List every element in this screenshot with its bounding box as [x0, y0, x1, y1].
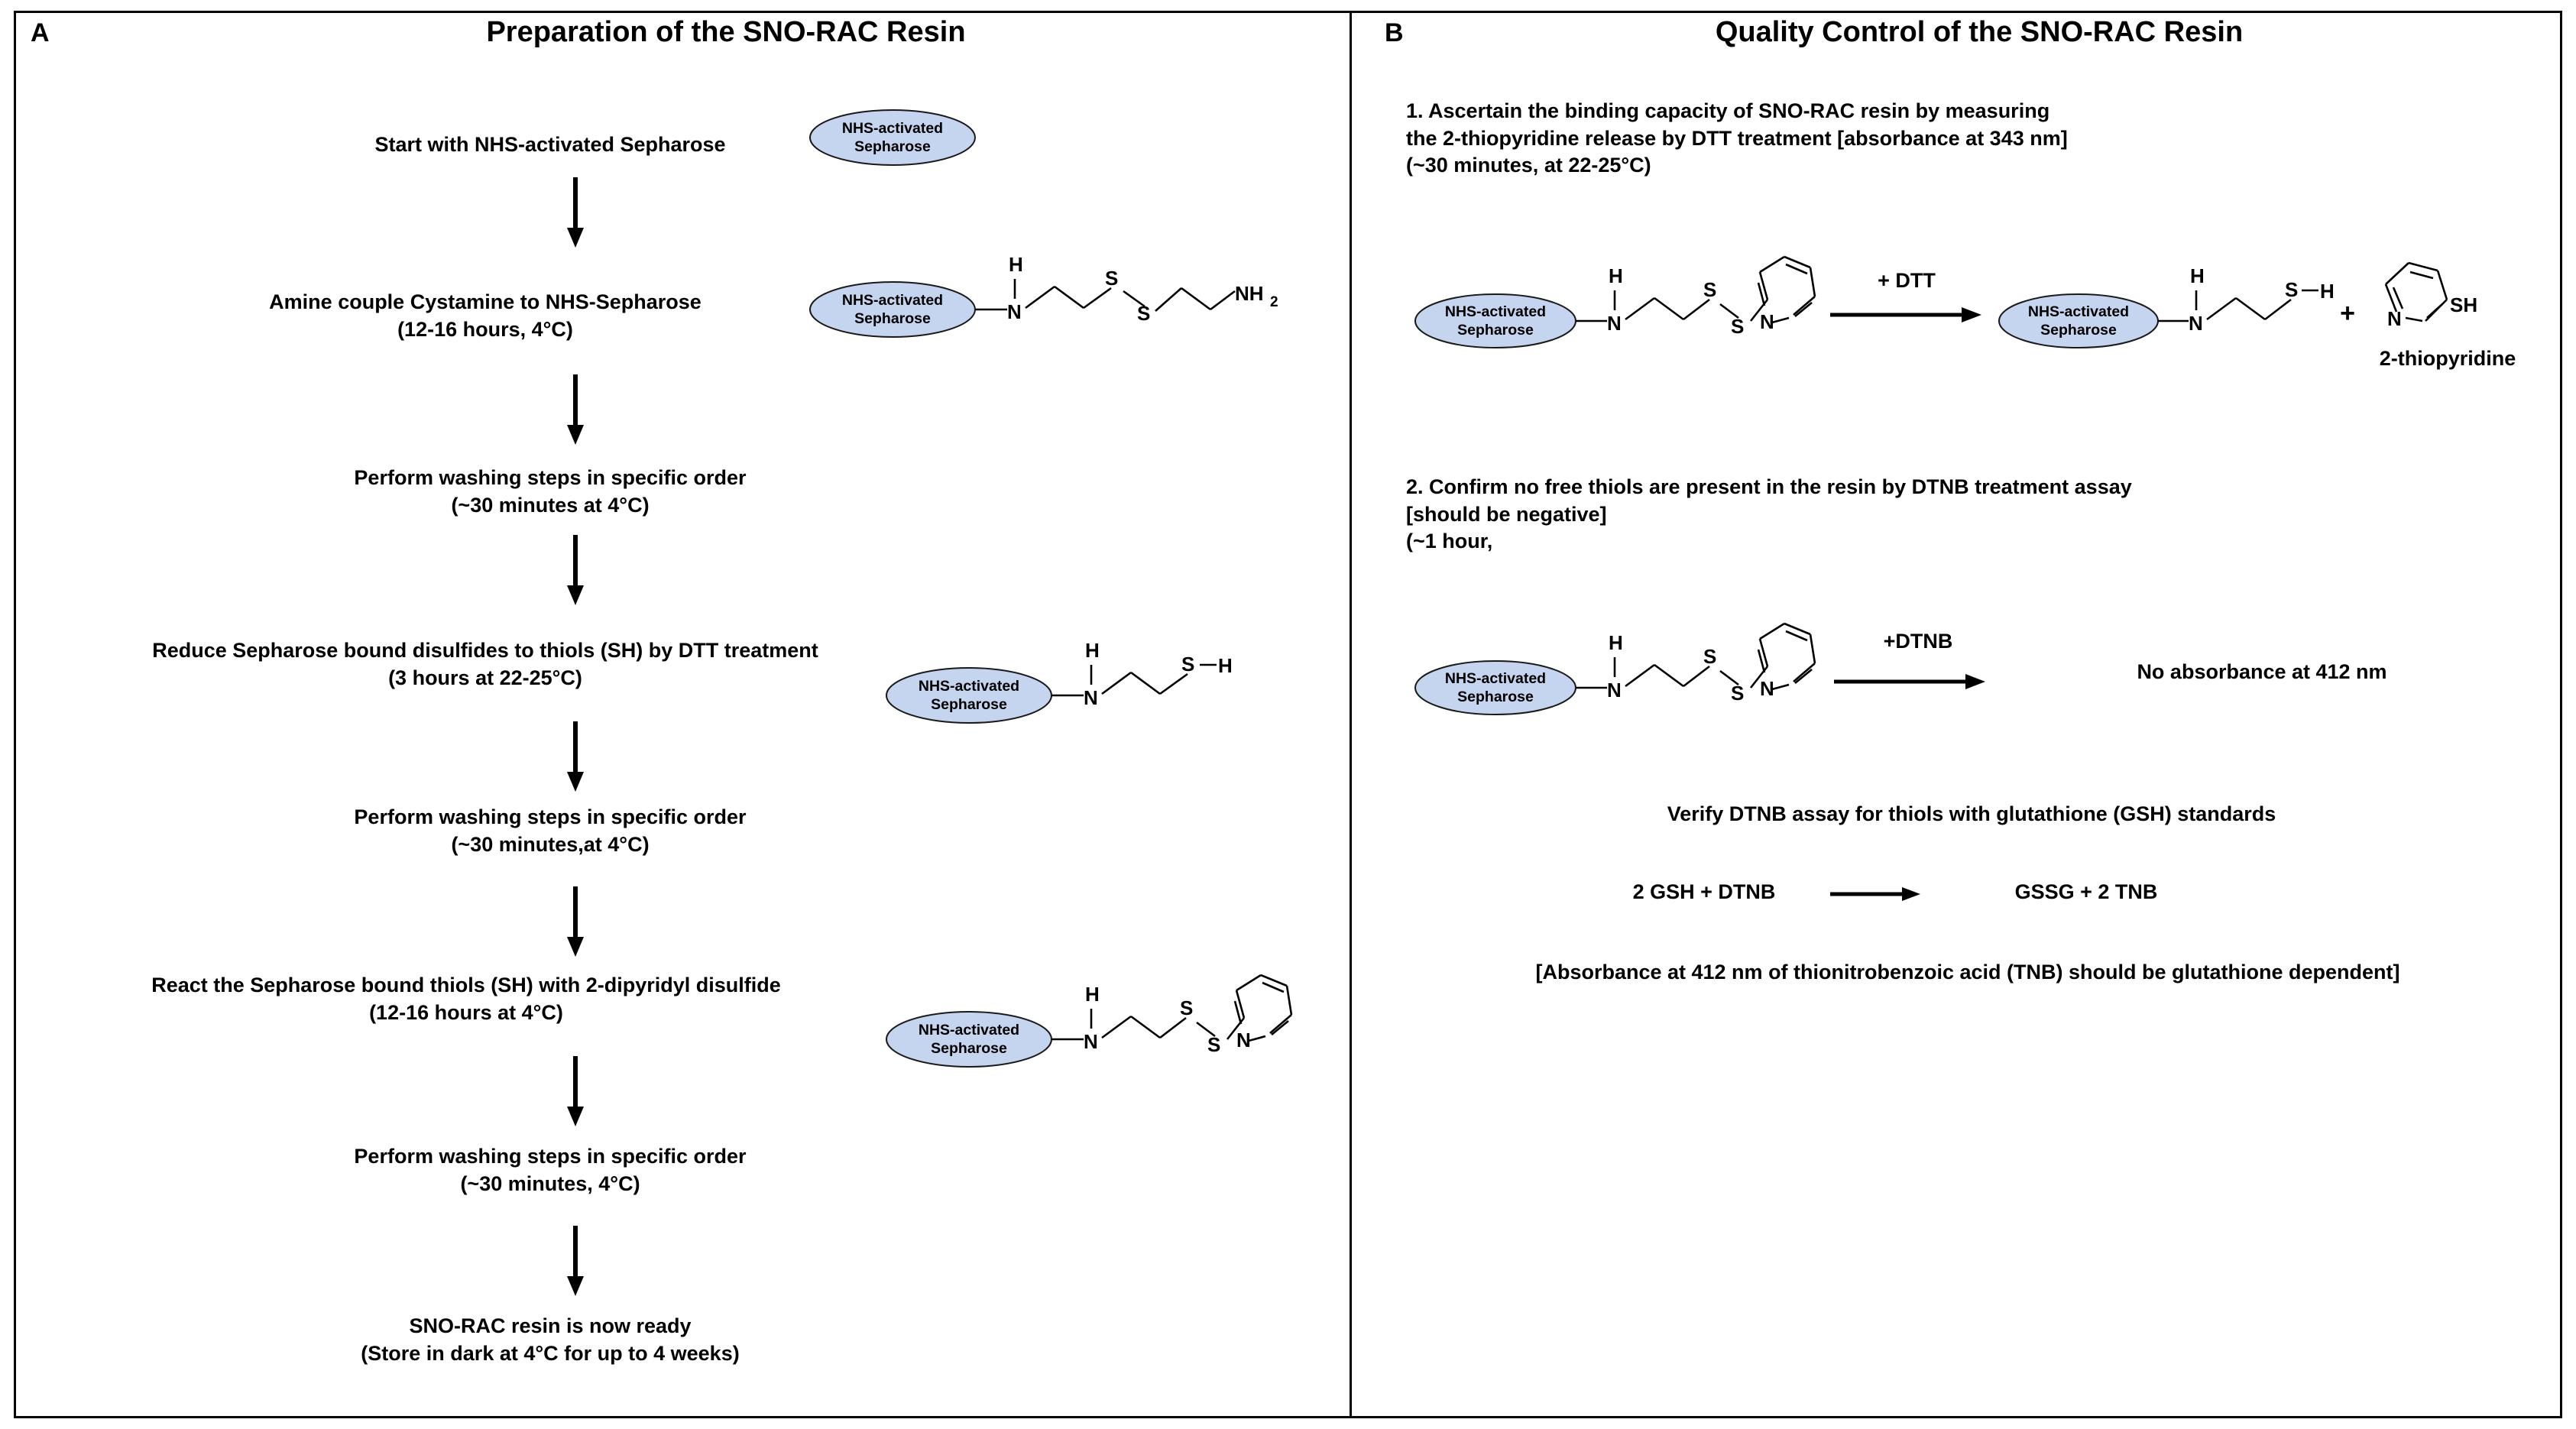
arrow-6 — [564, 1056, 587, 1126]
atom-N: N — [1084, 1030, 1098, 1053]
bead-label-line1: NHS-activated — [918, 678, 1020, 695]
step-4-text: Reduce Sepharose bound disulfides to thiols (SH) by DTT treatment (3 hours at 22-25°C) — [152, 639, 818, 689]
atom-N-ring: N — [1236, 1029, 1251, 1051]
structure-thiol — [879, 611, 1276, 757]
qc2-reagent-label: +DTNB — [1883, 630, 1953, 653]
atom-S1: S — [1180, 996, 1194, 1019]
atom-H: H — [1009, 253, 1023, 276]
bead-label-line2: Sepharose — [1457, 322, 1534, 339]
bead-label-line2: Sepharose — [1457, 689, 1534, 705]
arrow-1 — [564, 177, 587, 248]
bead-label-line1: NHS-activated — [1444, 670, 1547, 687]
bead-label-line1: NHS-activated — [918, 1022, 1020, 1039]
atom-H: H — [1085, 639, 1100, 662]
qc2-result-text: No absorbance at 412 nm — [2137, 660, 2387, 683]
qc-item-1-text: 1. Ascertain the binding capacity of SNO-RAC resin by measuring the 2-thiopyridine release by DTT treatment [absorbance at 343 nm] (~30 minutes, at 22-25°C) — [1406, 99, 2068, 177]
qc1-reaction-arrow — [1830, 306, 1983, 324]
structure-qc1-reactant — [1410, 229, 1838, 382]
equation-left: 2 GSH + DTNB — [1632, 880, 1776, 903]
step-8-text: SNO-RAC resin is now ready (Store in dark at 4°C for up to 4 weeks) — [361, 1314, 740, 1365]
atom-S1: S — [1703, 278, 1717, 301]
atom-N-ring: N — [1760, 310, 1774, 333]
panel-a-title: Preparation of the SNO-RAC Resin — [486, 16, 966, 48]
bead-label-line1: NHS-activated — [841, 120, 944, 137]
step-2-text: Amine couple Cystamine to NHS-Sepharose (12-16 hours, 4°C) — [269, 290, 702, 341]
atom-S2: S — [1731, 315, 1745, 338]
structure-pyridyl-disulfide — [879, 948, 1307, 1100]
atom-S2: S — [1731, 682, 1745, 705]
atom-N-ring: N — [2387, 307, 2402, 330]
arrow-5 — [564, 886, 587, 957]
atom-H-thiol: H — [2320, 280, 2335, 303]
structure-bead-step1 — [802, 107, 986, 168]
qc-item-2-text: 2. Confirm no free thiols are present in the resin by DTNB treatment assay [should be negative] (~1 hour, — [1406, 475, 2132, 553]
step-5-text: Perform washing steps in specific order (~30 minutes,at 4°C) — [354, 805, 747, 856]
bead-label-line2: Sepharose — [854, 138, 931, 155]
step-7-text: Perform washing steps in specific order (~30 minutes, 4°C) — [354, 1145, 747, 1195]
bead-label-line1: NHS-activated — [2027, 303, 2130, 320]
atom-NH2-subscript: 2 — [1270, 294, 1278, 310]
atom-N: N — [1607, 679, 1622, 702]
atom-NH2: NH — [1235, 282, 1264, 305]
atom-N: N — [1607, 312, 1622, 335]
atom-H: H — [2190, 264, 2205, 287]
arrow-4 — [564, 721, 587, 792]
equation-arrow — [1830, 885, 1922, 903]
qc1-product-label: 2-thiopyridine — [2379, 347, 2516, 370]
step-6-text: React the Sepharose bound thiols (SH) with 2-dipyridyl disulfide (12-16 hours at 4°C) — [151, 974, 781, 1024]
arrow-7 — [564, 1226, 587, 1296]
atom-S1: S — [1703, 645, 1717, 668]
bead-label-line1: NHS-activated — [1444, 303, 1547, 320]
atom-N: N — [2189, 312, 2203, 335]
verify-dtnb-text: Verify DTNB assay for thiols with glutathione (GSH) standards — [1667, 802, 2276, 825]
qc1-reagent-label: + DTT — [1878, 269, 1936, 292]
panel-b-letter: B — [1385, 18, 1404, 47]
atom-S2: S — [1137, 302, 1151, 325]
panel-b-title: Quality Control of the SNO-RAC Resin — [1715, 16, 2244, 48]
figure-border — [14, 11, 2562, 1418]
atom-S: S — [2285, 278, 2299, 301]
atom-H: H — [1085, 983, 1100, 1006]
atom-S: S — [1181, 653, 1195, 676]
atom-S1: S — [1105, 267, 1119, 290]
qc1-plus-sign: + — [2340, 299, 2355, 328]
qc2-reaction-arrow — [1834, 672, 1987, 691]
arrow-3 — [564, 535, 587, 605]
atom-N: N — [1084, 686, 1098, 709]
bead-label-line2: Sepharose — [2040, 322, 2117, 339]
structure-2-thiopyridine — [2369, 245, 2499, 352]
panel-divider — [1350, 13, 1352, 1416]
structure-cystamine — [802, 225, 1307, 378]
equation-right: GSSG + 2 TNB — [2014, 880, 2158, 903]
atom-H: H — [1609, 631, 1623, 654]
atom-H: H — [1609, 264, 1623, 287]
bead-label-line2: Sepharose — [931, 696, 1007, 713]
atom-N: N — [1007, 300, 1022, 323]
step-3-text: Perform washing steps in specific order (~30 minutes at 4°C) — [354, 466, 747, 517]
bead-label-line2: Sepharose — [931, 1040, 1007, 1057]
step-1-text: Start with NHS-activated Sepharose — [374, 133, 726, 156]
absorbance-note: [Absorbance at 412 nm of thionitrobenzoic acid (TNB) should be glutathione dependent] — [1535, 961, 2400, 983]
bead-label-line1: NHS-activated — [841, 292, 944, 309]
atom-H-thiol: H — [1218, 654, 1233, 677]
structure-qc2-reactant — [1410, 596, 1838, 749]
panel-a-letter: A — [31, 18, 50, 47]
arrow-2 — [564, 374, 587, 445]
atom-N-ring: N — [1760, 677, 1774, 700]
atom-SH: SH — [2450, 293, 2478, 316]
bead-label-line2: Sepharose — [854, 310, 931, 327]
structure-qc1-product-resin — [1994, 229, 2346, 382]
atom-S2: S — [1207, 1033, 1221, 1056]
